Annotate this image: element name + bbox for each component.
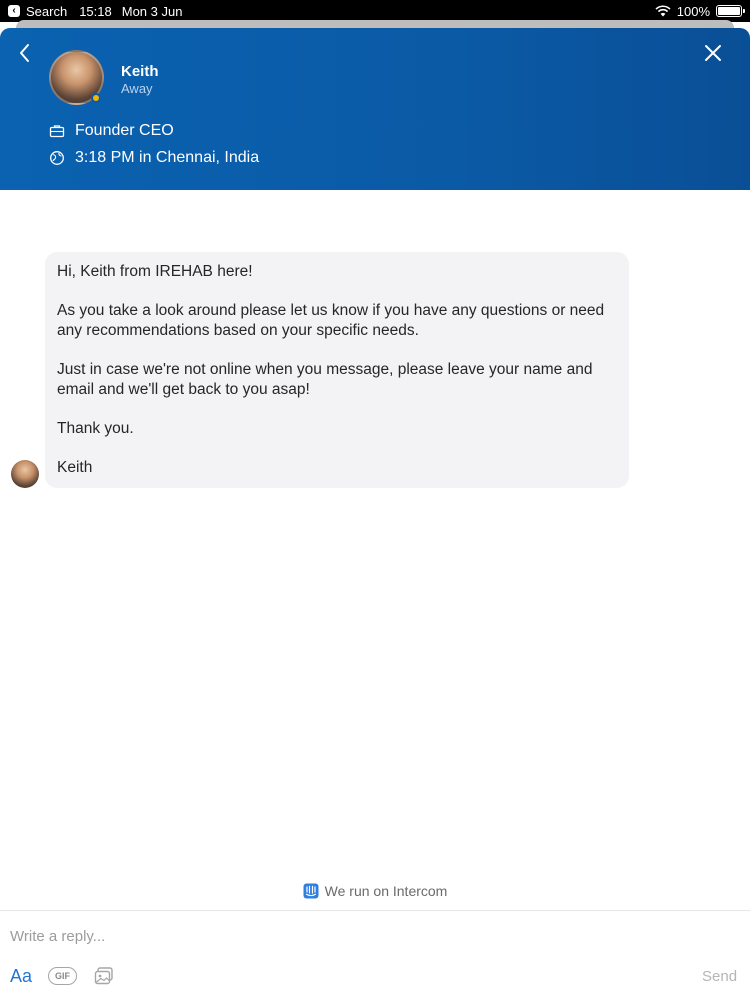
- intercom-icon: [303, 883, 319, 899]
- briefcase-icon: [49, 123, 65, 139]
- wifi-icon: [655, 5, 671, 17]
- reply-input[interactable]: [10, 924, 710, 948]
- agent-name: Keith: [121, 63, 159, 80]
- send-button[interactable]: Send: [702, 968, 738, 985]
- message-paragraph: Keith: [57, 459, 93, 476]
- message-avatar: [11, 460, 39, 488]
- status-bar: [0, 0, 750, 22]
- powered-by[interactable]: [0, 880, 750, 902]
- message-bubble: [45, 252, 629, 488]
- battery-percent: 100%: [676, 3, 710, 19]
- battery-icon: [716, 5, 742, 17]
- image-icon[interactable]: [93, 965, 115, 987]
- presence-indicator: [91, 93, 101, 103]
- status-back-label[interactable]: Search: [26, 3, 68, 19]
- powered-by-label[interactable]: We run on Intercom: [324, 883, 448, 899]
- agent-role-row: [49, 122, 174, 140]
- close-icon[interactable]: [700, 40, 726, 66]
- composer-toolbar: [10, 965, 115, 987]
- message-paragraph: Hi, Keith from IREHAB here!: [57, 263, 253, 280]
- message-paragraph: Just in case we're not online when you message, please leave your name and email and we'll get back to you asap!: [57, 361, 593, 398]
- status-date: Mon 3 Jun: [121, 3, 183, 19]
- agent-time-row: [49, 149, 259, 167]
- message-paragraph: As you take a look around please let us know if you have any questions or need any recommendations based on your specific needs.: [57, 302, 605, 339]
- battery-fill: [718, 7, 740, 15]
- agent-local-time: 3:18 PM in Chennai, India: [75, 149, 260, 166]
- status-right: [655, 4, 742, 19]
- globe-icon: [49, 150, 65, 166]
- text-format-button[interactable]: Aa: [10, 965, 33, 986]
- agent-presence: Away: [121, 81, 153, 96]
- gif-button[interactable]: GIF: [48, 967, 77, 985]
- composer-divider: [0, 910, 750, 911]
- status-back-icon[interactable]: ‹: [8, 5, 20, 17]
- status-time: 15:18: [79, 3, 112, 19]
- status-left: [8, 4, 182, 19]
- conversation-header: [0, 28, 750, 190]
- agent-role: Founder CEO: [75, 122, 174, 139]
- back-icon[interactable]: [14, 40, 36, 66]
- message-paragraph: Thank you.: [57, 420, 134, 437]
